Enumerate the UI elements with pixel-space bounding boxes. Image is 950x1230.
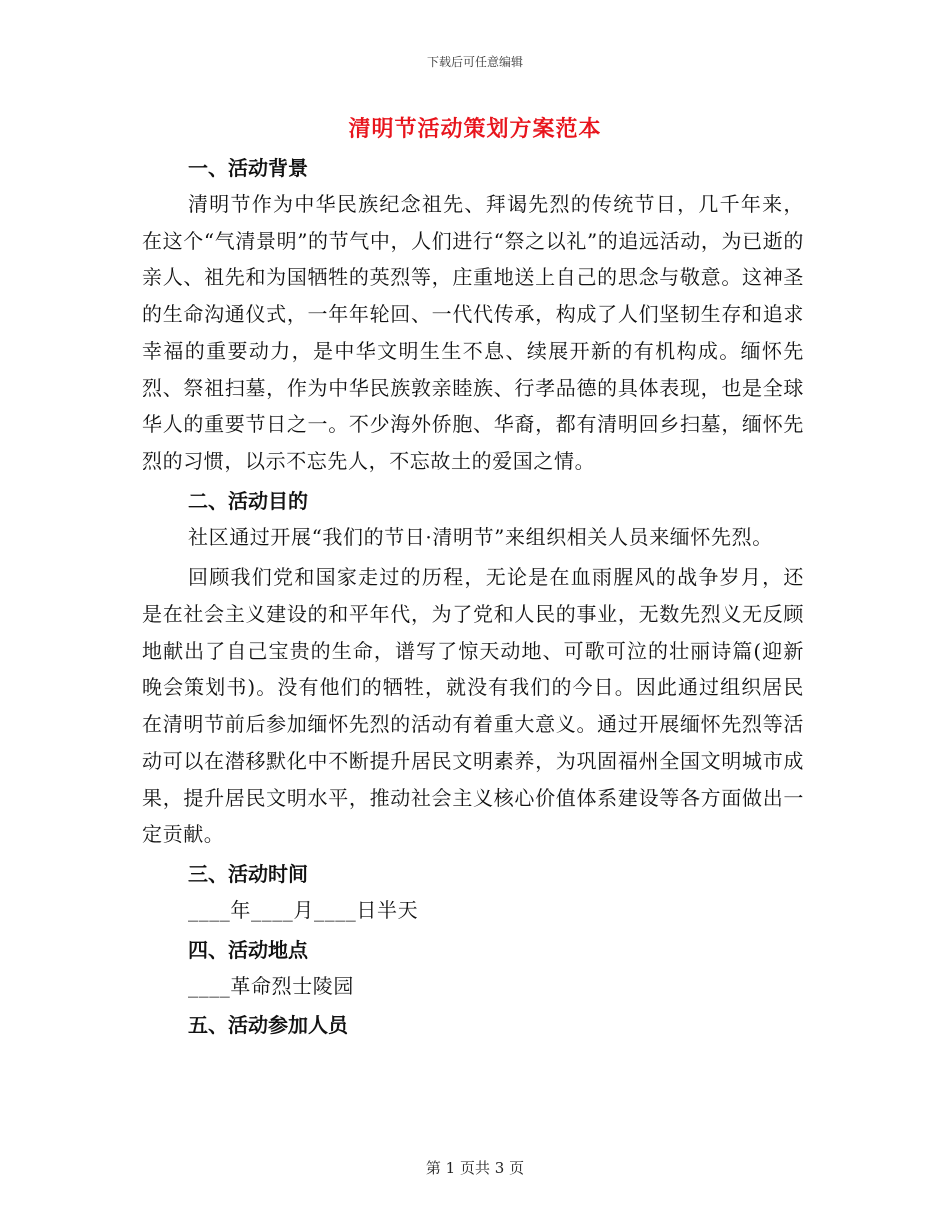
section-heading-background: 一、活动背景 xyxy=(188,156,308,180)
section-paragraph: ____年____月____日半天 xyxy=(188,897,419,922)
section-paragraph: 回顾我们党和国家走过的历程，无论是在血雨腥风的战争岁月，还是在社会主义建设的和平年代，为了党和人民的事业，无数先烈义无反顾地献出了自己宝贵的生命，谱写了惊天动地、可歌可泣的壮丽诗篇(迎新晚会策划书)。没有他们的牺牲，就没有我们的今日。因此通过组织居民在清明节前后参加缅怀先烈的活动有着重大意义。通过开展缅怀先烈等活动可以在潜移默化中不断提升居民文明素养，为巩固福州全国文明城市成果，提升居民文明水平，推动社会主义核心价值体系建设等各方面做出一定贡献。 xyxy=(142,565,804,847)
section-heading-purpose: 二、活动目的 xyxy=(188,488,308,513)
section-paragraph: 清明节作为中华民族纪念祖先、拜谒先烈的传统节日，几千年来，在这个“气清景明”的节气中，人们进行“祭之以礼”的追远活动，为已逝的亲人、祖先和为国牺牲的英烈等，庄重地送上自己的思念与敬意。这神圣的生命沟通仪式，一年年轮回、一代代传承，构成了人们坚韧生存和追求幸福的重要动力，是中华文明生生不息、续展开新的有机构成。缅怀先烈、祭祖扫墓，作为中华民族敦亲睦族、行孝品德的具体表现，也是全球华人的重要节日之一。不少海外侨胞、华裔，都有清明回乡扫墓，缅怀先烈的习惯，以示不忘先人，不忘故土的爱国之情。 xyxy=(142,192,804,473)
header-note: 下载后可任意编辑 xyxy=(426,55,523,69)
document-title: 清明节活动策划方案范本 xyxy=(348,117,602,142)
section-heading-time: 三、活动时间 xyxy=(188,861,308,886)
section-paragraph: 社区通过开展“我们的节日·清明节”来组织相关人员来缅怀先烈。 xyxy=(188,524,773,549)
section-heading-location: 四、活动地点 xyxy=(188,937,308,962)
section-paragraph: ____革命烈士陵园 xyxy=(188,973,354,998)
section-heading-participants: 五、活动参加人员 xyxy=(188,1013,348,1038)
document-body xyxy=(142,150,804,1043)
page-number: 第 1 页共 3 页 xyxy=(425,1159,525,1177)
